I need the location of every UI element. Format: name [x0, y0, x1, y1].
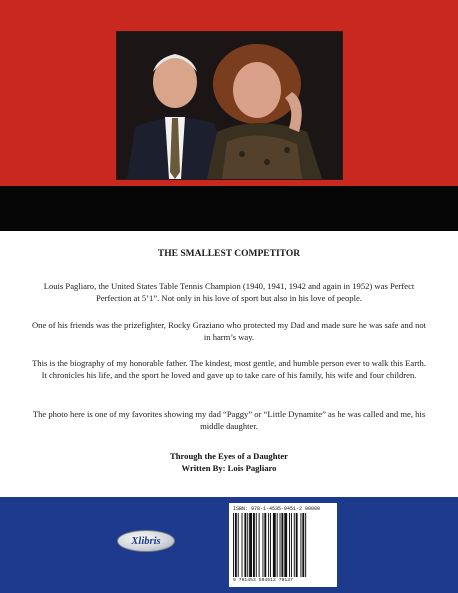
cover-photo — [116, 31, 343, 180]
blurb-paragraph-4: The photo here is one of my favorites showing my dad “Paggy” or “Little Dynamite” as he was called and me, his middle daughter. — [32, 409, 426, 432]
publisher-logo — [117, 530, 175, 552]
price-code: 90000 — [305, 506, 321, 512]
blurb-paragraph-2: One of his friends was the prizefighter, Rocky Graziano who protected my Dad and made sure he was safe and not in harm’s way. — [31, 320, 427, 343]
publisher-logo-text: Xlibris — [131, 535, 161, 547]
barcode-icon — [233, 513, 333, 577]
barcode-box — [229, 503, 337, 587]
barcode-digits: 9 781453 504512 70137 — [233, 578, 293, 583]
book-subtitle: Through the Eyes of a Daughter — [169, 451, 288, 461]
black-band — [0, 186, 458, 231]
blurb-paragraph-1: Louis Pagliaro, the United States Table Tennis Champion (1940, 1941, 1942 and again in 1952) was Perfect Perfection at 5’1”. Not only in his love of sport but also in his love of people. — [43, 281, 415, 304]
photo-illustration — [117, 32, 342, 179]
blurb-paragraph-3: This is the biography of my honorable father. The kindest, most gentle, and humble person ever to walk this Earth. It chronicles his life, and the sport he loved and gave up to take care of his family, his wife and four children. — [32, 358, 426, 381]
author-line: Written By: Lois Pagliaro — [181, 463, 277, 473]
isbn-label: ISBN: 978-1-4535-0451-2 90000 — [233, 506, 321, 512]
book-title: THE SMALLEST COMPETITOR — [157, 249, 301, 259]
